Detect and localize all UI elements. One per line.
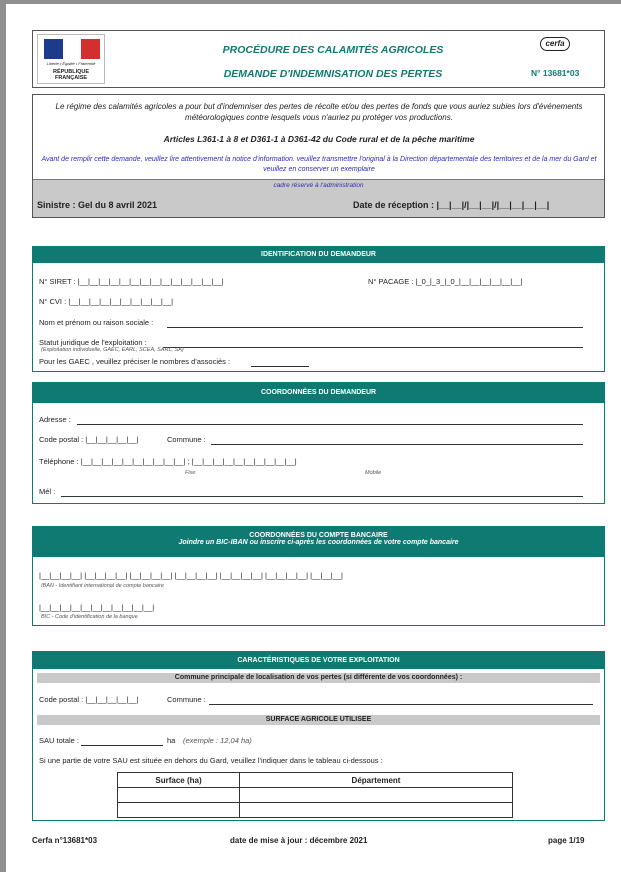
name-label: Nom et prénom ou raison sociale : <box>39 318 154 327</box>
identification-section <box>32 246 605 372</box>
departement-cell[interactable] <box>240 788 513 803</box>
section-title: IDENTIFICATION DU DEMANDEUR <box>33 247 604 263</box>
form-title: DEMANDE D'INDEMNISATION DES PERTES <box>223 68 443 80</box>
surface-column-header: Surface (ha) <box>118 773 240 788</box>
statut-hint: (Exploitation individuelle, GAEC, EARL, SCEA, SARL, SA) <box>41 347 184 353</box>
iban-field[interactable]: |__|__|__|__| |__|__|__|__| |__|__|__|__| |__|__|__|__| |__|__|__|__| |__|__|__|__| |__|__|__| <box>39 571 343 580</box>
mobile-hint: Mobile <box>365 470 382 476</box>
window-left-edge <box>0 0 6 872</box>
sau-input[interactable] <box>81 745 163 746</box>
sau-unit: ha <box>167 736 176 745</box>
table-row <box>118 803 513 818</box>
commune-bar: Commune principale de localisation de vos pertes (si différente de vos coordonnées) : <box>37 673 600 683</box>
sau-bar: SURFACE AGRICOLE UTILISEE <box>37 715 600 725</box>
section-title: CARACTÉRISTIQUES DE VOTRE EXPLOITATION <box>33 652 604 669</box>
mel-label: Mél : <box>39 487 56 496</box>
reception-date-field[interactable]: Date de réception : |__|__|/|__|__|/|__|__|__|__| <box>353 200 550 210</box>
window-top-edge <box>0 0 621 4</box>
surface-cell[interactable] <box>118 788 240 803</box>
table-row <box>118 788 513 803</box>
legal-articles: Articles L361-1 à 8 et D361-1 à D361-42 du Code rural et de la pêche maritime <box>163 134 475 144</box>
bic-field[interactable]: |__|__|__|__|__|__|__|__|__|__|__| <box>39 603 155 612</box>
republique-francaise-logo <box>37 34 105 84</box>
iban-hint: IBAN - Identifiant international de compte bancaire <box>41 583 164 589</box>
commune-label: Commune : <box>167 435 206 444</box>
mel-input[interactable] <box>61 496 583 497</box>
gaec-label: Pour les GAEC , veuillez préciser le nombres d'associés : <box>39 357 231 366</box>
intro-paragraph: Le régime des calamités agricoles a pour but d'indemniser des pertes de récolte et/ou des pertes de fonds que vous auriez subies lors d'événements météorologiques contre lesquels vous n'auriez pu protéger vos productions. <box>55 102 583 122</box>
gaec-input[interactable] <box>251 366 309 367</box>
footer-update-date: date de mise à jour : décembre 2021 <box>230 836 368 845</box>
pacage-field[interactable]: N° PACAGE : |_0_|_3_|_0_|__|__|__|__|__|__| <box>368 277 523 286</box>
statut-label: Statut juridique de l'exploitation : <box>39 338 147 347</box>
loss-commune-label: Commune : <box>167 695 206 704</box>
telephone-field[interactable]: Téléphone : |__|__|__|__|__|__|__|__|__|__| ; |__|__|__|__|__|__|__|__|__|__| <box>39 457 297 466</box>
adresse-input[interactable] <box>77 424 583 425</box>
section-subtitle: Joindre un BIC-IBAN ou inscrire ci-après les coordonnées de votre compte bancaire <box>178 539 459 546</box>
intro-box <box>32 94 605 218</box>
departement-cell[interactable] <box>240 803 513 818</box>
fixe-hint: Fixe <box>185 470 196 476</box>
sau-example: (exemple : 12,04 ha) <box>183 736 252 745</box>
cerfa-number: N° 13681*03 <box>531 68 580 78</box>
cerfa-logo: cerfa <box>540 37 570 51</box>
form-header <box>32 30 605 88</box>
sau-outside-gard-table <box>117 772 513 818</box>
logo-motto: Liberté • Égalité • Fraternité <box>46 61 96 66</box>
statut-input[interactable] <box>163 347 583 348</box>
footer-cerfa: Cerfa n°13681*03 <box>32 836 98 845</box>
adresse-label: Adresse : <box>39 415 71 424</box>
footer-page-number: page 1/19 <box>548 836 585 845</box>
admin-label: cadre réservé à l'administration <box>273 182 364 189</box>
sau-label: SAU totale : <box>39 736 80 745</box>
loss-postal-code-field[interactable]: Code postal : |__|__|__|__|__| <box>39 695 139 704</box>
gard-instructions: Si une partie de votre SAU est située en dehors du Gard, veuillez l'indiquer dans le tableau ci-dessous : <box>39 756 383 765</box>
exploitation-section <box>32 651 605 821</box>
table-header-row <box>118 773 513 788</box>
section-title: COORDONNÉES DU DEMANDEUR <box>33 383 604 403</box>
name-input[interactable] <box>167 327 583 328</box>
bank-section <box>32 526 605 626</box>
surface-cell[interactable] <box>118 803 240 818</box>
intro-notice: Avant de remplir cette demande, veuillez lire attentivement la notice d'information. veuillez transmettre l'original à la Direction départementale des territoires et de la mer du Gard et veuillez en conserver un exemplaire <box>41 156 597 173</box>
sinistre-label: Sinistre : Gel du 8 avril 2021 <box>37 200 158 210</box>
loss-commune-input[interactable] <box>209 704 593 705</box>
departement-column-header: Département <box>240 773 513 788</box>
admin-reserved-box <box>33 179 604 217</box>
cvi-field[interactable]: N° CVI : |__|__|__|__|__|__|__|__|__|__| <box>39 297 174 306</box>
section-title: COORDONNÉES DU COMPTE BANCAIRE <box>249 532 388 539</box>
coordonnees-section <box>32 382 605 504</box>
postal-code-field[interactable]: Code postal : |__|__|__|__|__| <box>39 435 139 444</box>
flag-icon <box>44 39 100 59</box>
commune-input[interactable] <box>211 444 583 445</box>
siret-field[interactable]: N° SIRET : |__|__|__|__|__|__|__|__|__|__|__|__|__|__| <box>39 277 224 286</box>
bank-header <box>33 527 604 557</box>
logo-label: RÉPUBLIQUE FRANÇAISE <box>52 69 90 81</box>
bic-hint: BIC - Code d'identification de la banque <box>41 614 138 620</box>
procedure-title: PROCÉDURE DES CALAMITÉS AGRICOLES <box>222 44 444 56</box>
